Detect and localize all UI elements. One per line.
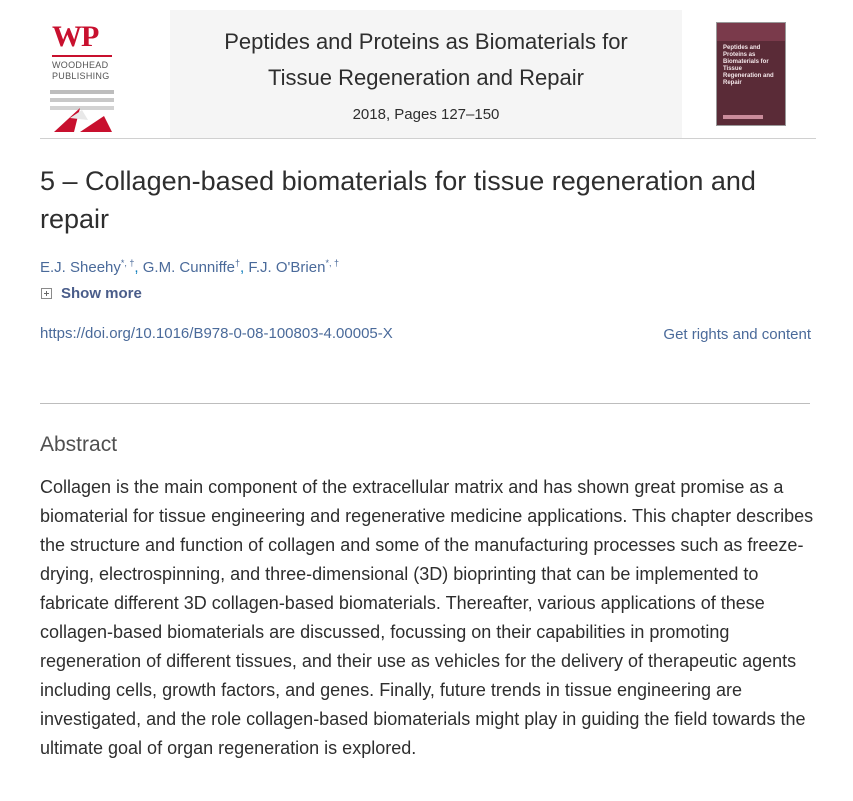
- abstract-text: Collagen is the main component of the extracellular matrix and has shown great promise as a biomaterial for tissue engineering and regenerative medicine applications. This chapter describes the structure and function of collagen and some of the manufacturing processes such as freeze-drying, electrospinning, and three-dimensional (3D) bioprinting that can be implemented to fabricate different 3D collagen-based biomaterials. Thereafter, various applications of these collagen-based biomaterials are discussed, focussing on their capabilities in promoting regeneration of different tissues, and their use as vehicles for the delivery of therapeutic agents including cells, growth factors, and genes. Finally, future trends in tissue engineering are investigated, and the role collagen-based biomaterials might play in guiding the field towards the ultimate goal of organ regeneration is explored.: [40, 477, 814, 758]
- book-title-line-2: Tissue Regeneration and Repair: [268, 65, 584, 90]
- show-more-label: Show more: [61, 285, 142, 302]
- abstract-heading: Abstract: [40, 433, 118, 456]
- author-link[interactable]: E.J. Sheehy*, †: [40, 258, 135, 276]
- book-pages: 2018, Pages 127–150: [352, 106, 500, 123]
- book-header: [40, 10, 816, 139]
- section-divider: [40, 403, 810, 404]
- book-cover-image[interactable]: [716, 22, 786, 126]
- author-link[interactable]: F.J. O'Brien*, †: [248, 258, 339, 276]
- logo-wordmark: [52, 60, 110, 82]
- logo-letters: WP: [52, 20, 99, 53]
- author-link[interactable]: G.M. Cunniffe†: [142, 258, 241, 276]
- doi-link[interactable]: https://doi.org/10.1016/B978-0-08-100803-4.00005-X: [40, 325, 393, 342]
- cover-title: Peptides and Proteins as Biomaterials for Tissue Regeneration and Repair: [723, 45, 774, 86]
- cover-strip: [717, 23, 785, 41]
- logo-graphic-icon: [50, 88, 116, 134]
- show-more-toggle[interactable]: [40, 285, 142, 302]
- cover-foot-bar: [723, 115, 763, 119]
- chapter-title: 5 – Collagen-based biomaterials for tissue regeneration and repair: [40, 166, 756, 234]
- publisher-logo[interactable]: [50, 22, 116, 134]
- rights-link[interactable]: Get rights and content: [663, 326, 811, 343]
- book-title-box: [170, 10, 682, 138]
- book-title-line-1: Peptides and Proteins as Biomaterials for: [224, 29, 628, 54]
- logo-rule: [52, 55, 112, 57]
- expand-plus-icon: [41, 288, 52, 299]
- book-title[interactable]: [170, 10, 682, 96]
- logo-line-2: PUBLISHING: [52, 71, 110, 81]
- author-list: E.J. Sheehy*, †, G.M. Cunniffe†, F.J. O'Brien*, †: [40, 258, 339, 276]
- logo-line-1: WOODHEAD: [52, 60, 109, 70]
